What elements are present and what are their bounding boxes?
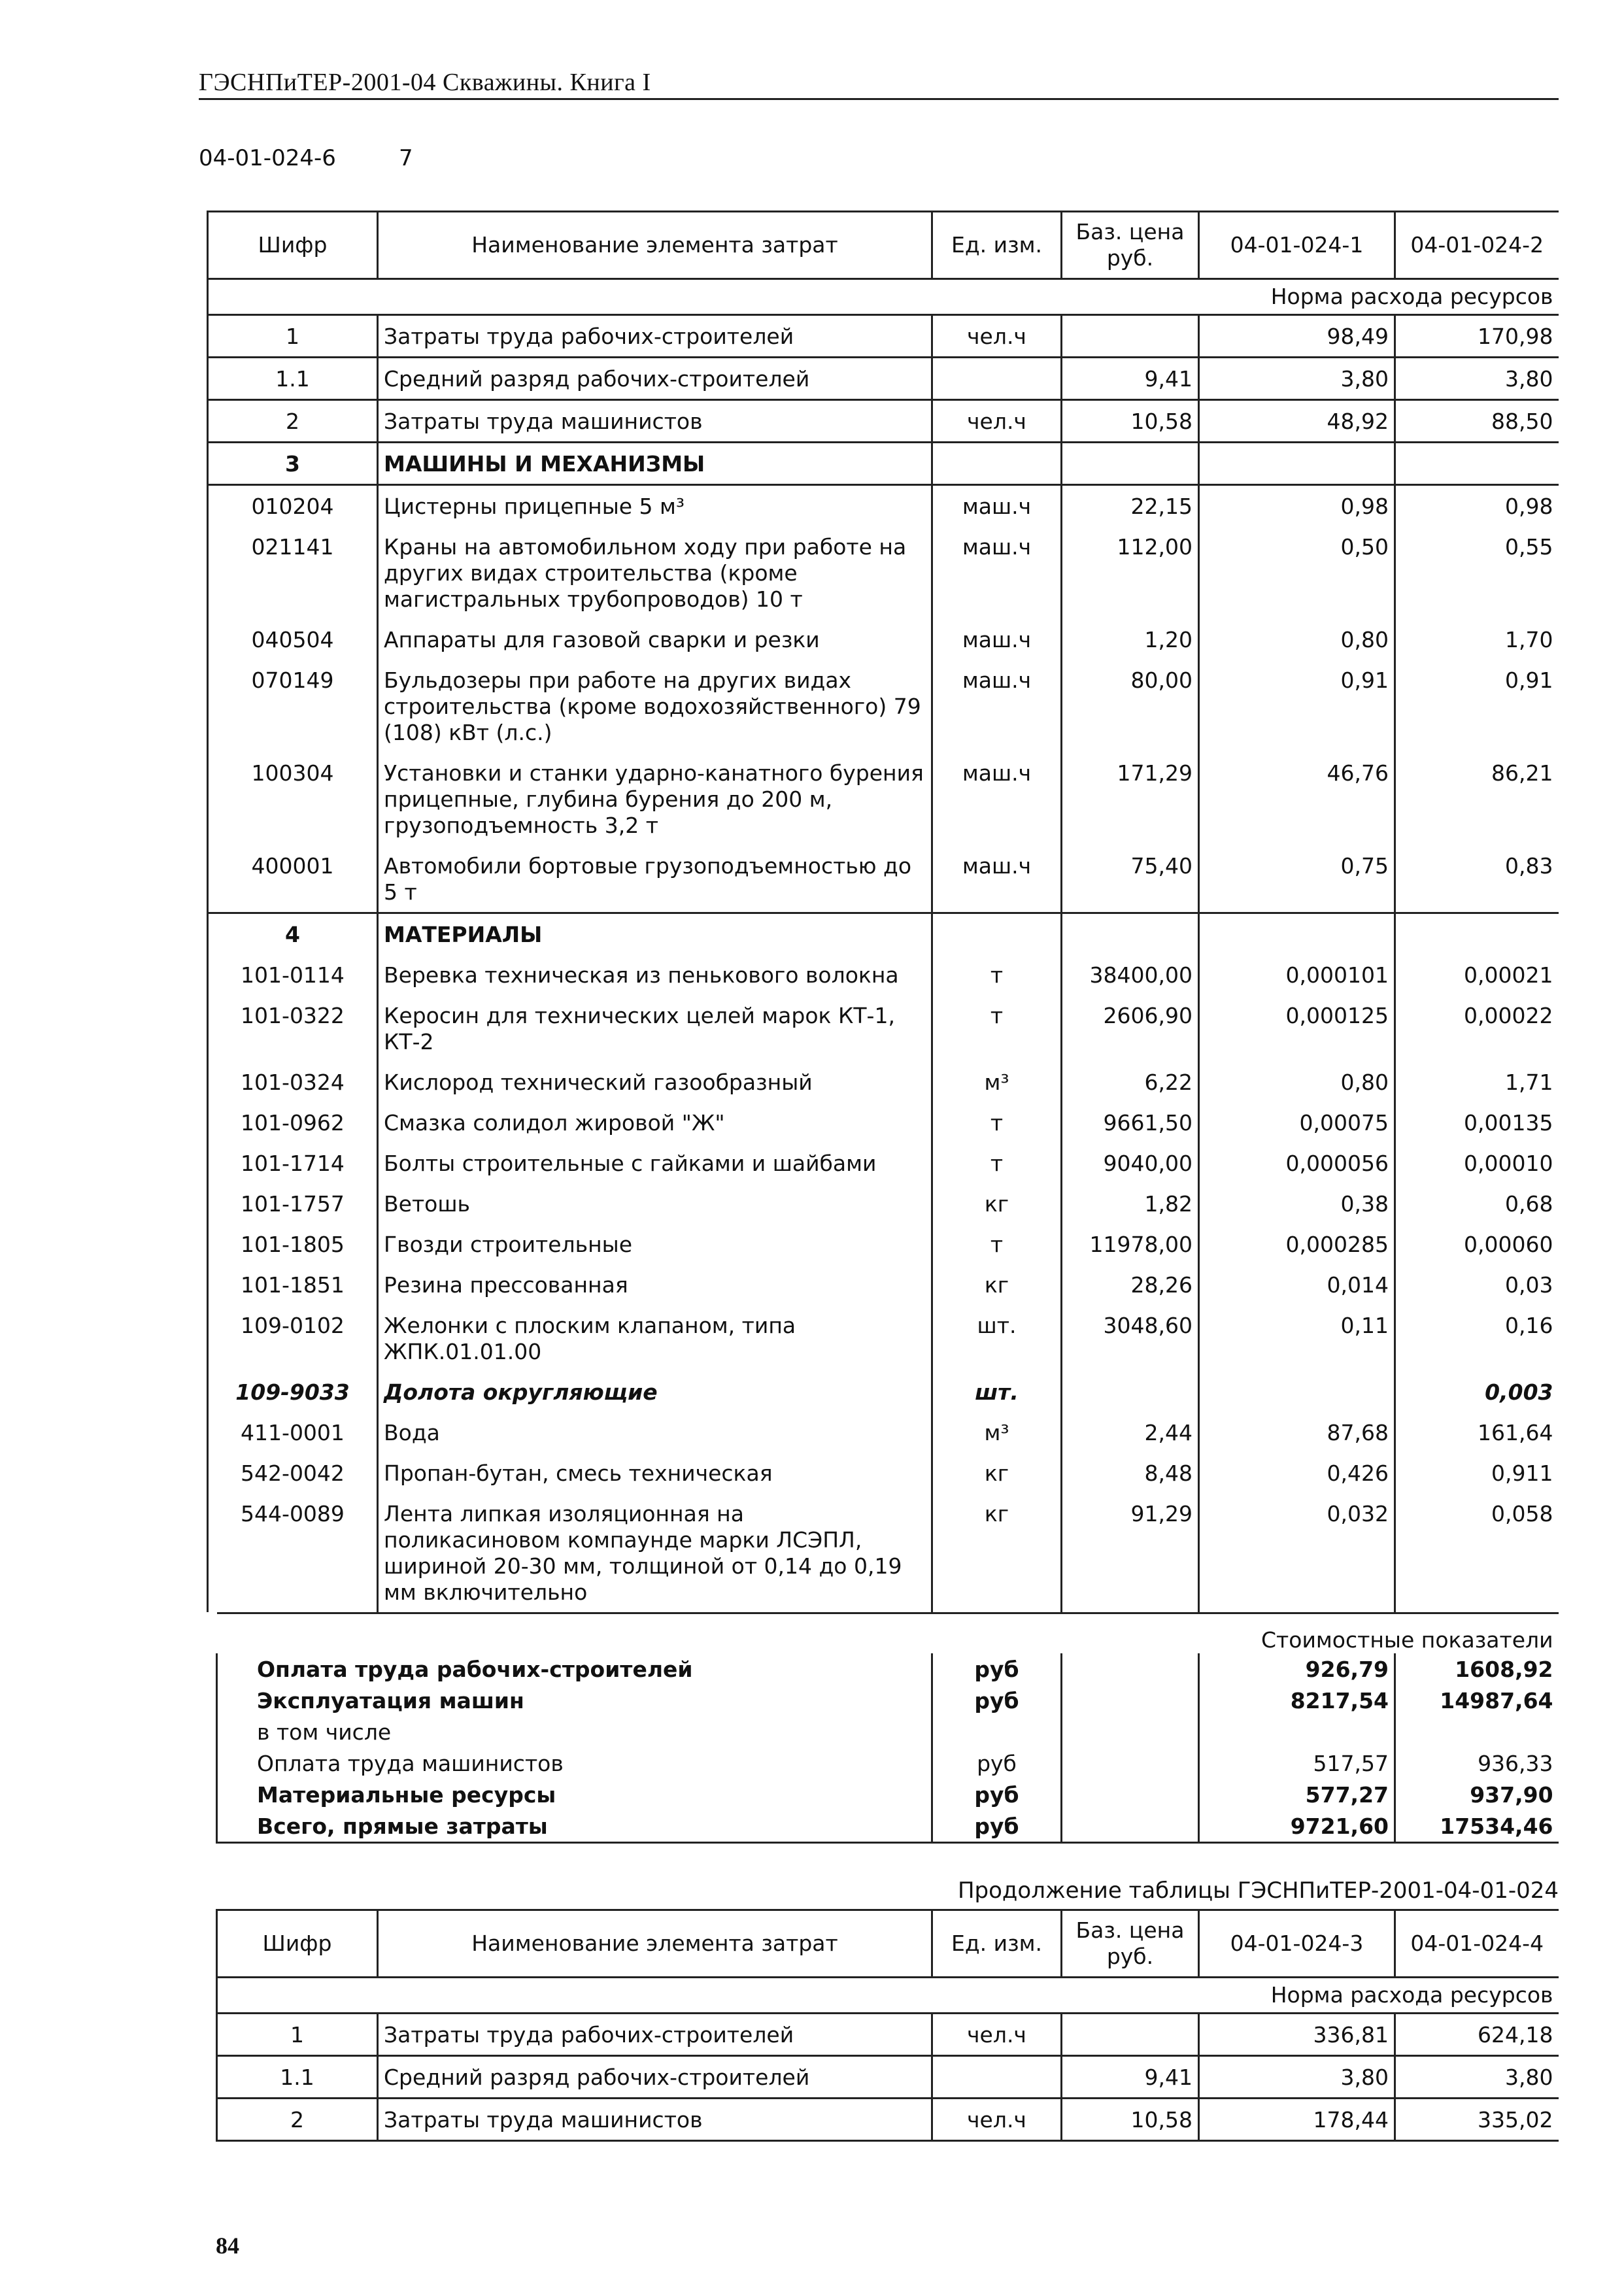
- row-code: 101-0324: [208, 1062, 378, 1102]
- col-header-unit: Ед. изм.: [932, 212, 1062, 279]
- table-row: [208, 845, 1559, 913]
- cost-name: Эксплуатация машин: [217, 1685, 932, 1716]
- row-norm-2: 624,18: [1478, 2022, 1553, 2048]
- row-norm-1: 3,80: [1199, 358, 1395, 400]
- row-unit: т: [932, 1143, 1062, 1183]
- row-norm-1: 178,44: [1199, 2099, 1395, 2141]
- resource-table: [207, 211, 1559, 1612]
- table-row: [208, 400, 1559, 443]
- row-price: 112,00: [1062, 526, 1199, 619]
- row-code: 4: [208, 913, 378, 955]
- row-code: 109-0102: [208, 1305, 378, 1372]
- row-name: Вода: [378, 1412, 932, 1453]
- row-norm-2: 335,02: [1395, 2099, 1559, 2141]
- table-row: [208, 995, 1559, 1062]
- row-code: 2: [208, 400, 378, 443]
- col-header-price: Баз. цена руб.: [1062, 212, 1199, 279]
- cost-name: Материальные ресурсы: [217, 1779, 932, 1810]
- row-norm-2: 0,55: [1505, 534, 1553, 560]
- row-price: 28,26: [1062, 1264, 1199, 1305]
- row-code: 101-0962: [208, 1102, 378, 1143]
- row-norm-1: 46,76: [1199, 752, 1395, 845]
- row-name: Смазка солидол жировой "Ж": [378, 1102, 932, 1143]
- row-norm-2: 0,68: [1505, 1191, 1553, 1217]
- row-unit: маш.ч: [932, 619, 1062, 660]
- row-unit: м³: [932, 1412, 1062, 1453]
- continuation-caption: Продолжение таблицы ГЭСНПиТЕР-2001-04-01-024: [957, 1878, 1559, 1904]
- row-norm-1: 0,91: [1199, 660, 1395, 752]
- row-code: 1.1: [217, 2056, 378, 2099]
- row-code: 101-0114: [208, 954, 378, 995]
- row-norm-2: 0,16: [1505, 1313, 1553, 1338]
- row-norm-2: 0,00135: [1464, 1110, 1553, 1136]
- table-row: [217, 2099, 1559, 2141]
- row-code: 109-9033: [208, 1372, 378, 1412]
- row-norm-2: 0,83: [1505, 853, 1553, 879]
- row-code: 101-1757: [208, 1183, 378, 1224]
- row-unit: маш.ч: [932, 526, 1062, 619]
- cost-value-2: 937,90: [1470, 1782, 1553, 1808]
- table-row: [208, 1453, 1559, 1493]
- row-code: 070149: [208, 660, 378, 752]
- table-row: [208, 443, 1559, 485]
- row-name: Веревка техническая из пенькового волокна: [378, 954, 932, 995]
- row-norm-2: 1,71: [1505, 1070, 1553, 1095]
- row-price: [1062, 315, 1199, 358]
- col-header-unit: Ед. изм.: [932, 1910, 1062, 1978]
- row-code: 101-0322: [208, 995, 378, 1062]
- row-name: Керосин для технических целей марок КТ-1, КТ-2: [378, 995, 932, 1062]
- row-norm-2: [1395, 443, 1559, 485]
- table-row: [217, 2014, 1559, 2056]
- cost-value-1: 9721,60: [1199, 1810, 1395, 1843]
- cost-value-1: 926,79: [1199, 1653, 1395, 1685]
- table-row: [208, 1372, 1559, 1412]
- cost-value-1: 517,57: [1199, 1747, 1395, 1779]
- cost-row: [217, 1716, 1559, 1747]
- row-unit: маш.ч: [932, 845, 1062, 913]
- cost-empty: [1062, 1716, 1199, 1747]
- row-norm-1: 3,80: [1199, 2056, 1395, 2099]
- row-norm-2: 3,80: [1395, 2056, 1559, 2099]
- table-row: [208, 1183, 1559, 1224]
- row-norm-1: 0,38: [1199, 1183, 1395, 1224]
- row-code: 040504: [208, 619, 378, 660]
- row-price: 10,58: [1062, 400, 1199, 443]
- row-unit: кг: [932, 1493, 1062, 1612]
- cost-value-2: 14987,64: [1440, 1688, 1553, 1713]
- row-unit: т: [932, 954, 1062, 995]
- row-price: 9661,50: [1062, 1102, 1199, 1143]
- table-row: [208, 1143, 1559, 1183]
- row-code: 100304: [208, 752, 378, 845]
- cost-unit: [932, 1716, 1062, 1747]
- cost-row: [217, 1653, 1559, 1685]
- row-price: 11978,00: [1062, 1224, 1199, 1264]
- row-norm-2: 170,98: [1478, 324, 1553, 349]
- row-unit: чел.ч: [932, 315, 1062, 358]
- row-price: 171,29: [1062, 752, 1199, 845]
- row-code: 101-1714: [208, 1143, 378, 1183]
- row-name: Затраты труда рабочих-строителей: [378, 315, 932, 358]
- row-price: 75,40: [1062, 845, 1199, 913]
- row-norm-1: 0,000101: [1199, 954, 1395, 995]
- row-name: Кислород технический газообразный: [378, 1062, 932, 1102]
- row-norm-2: 1,70: [1505, 627, 1553, 652]
- row-unit: чел.ч: [932, 2014, 1062, 2056]
- row-name: Резина прессованная: [378, 1264, 932, 1305]
- document-title: ГЭСНПиТЕР-2001-04 Скважины. Книга I: [199, 69, 651, 96]
- cost-row: [217, 1685, 1559, 1716]
- col-header-norm-2: 04-01-024-2: [1395, 212, 1559, 279]
- row-norm-1: [1199, 1372, 1395, 1412]
- cost-name: Оплата труда рабочих-строителей: [217, 1653, 932, 1685]
- cost-value-1: 577,27: [1199, 1779, 1395, 1810]
- row-unit: [932, 913, 1062, 955]
- row-unit: т: [932, 995, 1062, 1062]
- cost-row: [217, 1779, 1559, 1810]
- row-code: 1: [208, 315, 378, 358]
- row-name: Затраты труда машинистов: [378, 400, 932, 443]
- table-row: [208, 315, 1559, 358]
- row-norm-2: 0,91: [1505, 667, 1553, 693]
- row-price: [1062, 1372, 1199, 1412]
- row-norm-2: 0,058: [1491, 1501, 1553, 1527]
- row-norm-2: 161,64: [1478, 1420, 1553, 1445]
- row-price: 1,82: [1062, 1183, 1199, 1224]
- row-unit: т: [932, 1224, 1062, 1264]
- table-row: [208, 1264, 1559, 1305]
- cost-unit: руб: [932, 1779, 1062, 1810]
- row-unit: [932, 2056, 1062, 2099]
- norm-label: Норма расхода ресурсов: [208, 279, 1559, 315]
- row-norm-1: 48,92: [1199, 400, 1395, 443]
- row-unit: шт.: [932, 1372, 1062, 1412]
- row-name: Бульдозеры при работе на других видах строительства (кроме водохозяйственного) 79 (108) кВт (л.с.): [378, 660, 932, 752]
- row-price: 91,29: [1062, 1493, 1199, 1612]
- cost-value-2: [1395, 1716, 1559, 1747]
- table-row: [217, 2056, 1559, 2099]
- row-name: Ветошь: [378, 1183, 932, 1224]
- row-name: Средний разряд рабочих-строителей: [378, 358, 932, 400]
- row-norm-1: 0,032: [1199, 1493, 1395, 1612]
- row-norm-2: 0,911: [1491, 1460, 1553, 1486]
- row-name: Желонки с плоским клапаном, типа ЖПК.01.01.00: [378, 1305, 932, 1372]
- row-unit: кг: [932, 1453, 1062, 1493]
- cost-row: [217, 1747, 1559, 1779]
- row-norm-1: [1199, 913, 1395, 955]
- page-number: 84: [216, 2233, 239, 2259]
- cost-table: [216, 1612, 1559, 1844]
- row-unit: чел.ч: [932, 2099, 1062, 2141]
- row-price: 10,58: [1062, 2099, 1199, 2141]
- row-unit: маш.ч: [932, 485, 1062, 527]
- row-price: 9040,00: [1062, 1143, 1199, 1183]
- norm-label: Норма расхода ресурсов: [217, 1978, 1559, 2014]
- row-price: 9,41: [1062, 2056, 1199, 2099]
- row-name: МАТЕРИАЛЫ: [378, 913, 932, 955]
- cost-empty: [1062, 1747, 1199, 1779]
- row-norm-1: 0,80: [1199, 1062, 1395, 1102]
- row-price: 8,48: [1062, 1453, 1199, 1493]
- cost-name: Оплата труда машинистов: [217, 1747, 932, 1779]
- row-norm-1: 0,50: [1199, 526, 1395, 619]
- row-norm-1: 0,000125: [1199, 995, 1395, 1062]
- cost-value-1: 8217,54: [1199, 1685, 1395, 1716]
- cost-unit: руб: [932, 1747, 1062, 1779]
- row-code: 010204: [208, 485, 378, 527]
- section-number: 7: [399, 145, 413, 171]
- row-norm-2: 0,003: [1485, 1379, 1553, 1405]
- row-code: 544-0089: [208, 1493, 378, 1612]
- row-norm-2: 0,98: [1505, 494, 1553, 519]
- table-row: [208, 358, 1559, 400]
- row-code: 2: [217, 2099, 378, 2141]
- table-row: [208, 752, 1559, 845]
- table-row: [208, 619, 1559, 660]
- cost-value-1: [1199, 1716, 1395, 1747]
- row-norm-2: 88,50: [1395, 400, 1559, 443]
- cost-label: Стоимостные показатели: [217, 1613, 1559, 1654]
- continuation-table: [216, 1909, 1559, 2142]
- table-row: [208, 526, 1559, 619]
- row-norm-2: 0,00022: [1464, 1003, 1553, 1028]
- row-name: Цистерны прицепные 5 м³: [378, 485, 932, 527]
- row-code: 3: [208, 443, 378, 485]
- col-header-norm-1: 04-01-024-1: [1199, 212, 1395, 279]
- row-norm-1: [1199, 443, 1395, 485]
- cost-value-2: 1608,92: [1455, 1657, 1553, 1682]
- row-unit: шт.: [932, 1305, 1062, 1372]
- row-unit: т: [932, 1102, 1062, 1143]
- row-price: 22,15: [1062, 485, 1199, 527]
- cost-value-2: 936,33: [1478, 1751, 1553, 1776]
- row-name: Затраты труда машинистов: [378, 2099, 932, 2141]
- table-row: [208, 1102, 1559, 1143]
- cost-unit: руб: [932, 1810, 1062, 1843]
- cost-value-2: 17534,46: [1395, 1810, 1559, 1843]
- cost-empty: [1062, 1810, 1199, 1843]
- cost-name: в том числе: [217, 1716, 932, 1747]
- row-name: Установки и станки ударно-канатного бурения прицепные, глубина бурения до 200 м, грузоподъемность 3,2 т: [378, 752, 932, 845]
- table-row: [208, 1305, 1559, 1372]
- row-unit: маш.ч: [932, 660, 1062, 752]
- cost-empty: [1062, 1685, 1199, 1716]
- cost-unit: руб: [932, 1685, 1062, 1716]
- col-header-price: Баз. цена руб.: [1062, 1910, 1199, 1978]
- row-price: [1062, 443, 1199, 485]
- cost-name: Всего, прямые затраты: [217, 1810, 932, 1843]
- row-price: 2,44: [1062, 1412, 1199, 1453]
- section-code: 04-01-024-6: [199, 145, 336, 171]
- row-norm-1: 98,49: [1199, 315, 1395, 358]
- row-code: 411-0001: [208, 1412, 378, 1453]
- col-header-norm-3: 04-01-024-3: [1199, 1910, 1395, 1978]
- row-code: 1: [217, 2014, 378, 2056]
- col-header-name: Наименование элемента затрат: [378, 1910, 932, 1978]
- table-row: [208, 1224, 1559, 1264]
- row-name: Лента липкая изоляционная на поликасиновом компаунде марки ЛСЭПЛ, шириной 20-30 мм, толщиной от 0,14 до 0,19 мм включительно: [378, 1493, 932, 1612]
- row-price: 6,22: [1062, 1062, 1199, 1102]
- row-price: [1062, 913, 1199, 955]
- row-code: 101-1851: [208, 1264, 378, 1305]
- row-unit: кг: [932, 1183, 1062, 1224]
- row-norm-1: 0,000285: [1199, 1224, 1395, 1264]
- row-norm-1: 0,426: [1199, 1453, 1395, 1493]
- cost-unit: руб: [932, 1653, 1062, 1685]
- row-norm-1: 0,11: [1199, 1305, 1395, 1372]
- row-norm-2: 0,00010: [1464, 1151, 1553, 1176]
- table-row: [208, 954, 1559, 995]
- row-name: МАШИНЫ И МЕХАНИЗМЫ: [378, 443, 932, 485]
- row-price: 38400,00: [1062, 954, 1199, 995]
- row-unit: [932, 443, 1062, 485]
- row-name: Пропан-бутан, смесь техническая: [378, 1453, 932, 1493]
- table-row: [208, 913, 1559, 955]
- row-norm-1: 336,81: [1199, 2014, 1395, 2056]
- col-header-code: Шифр: [208, 212, 378, 279]
- cost-empty: [1062, 1779, 1199, 1810]
- row-code: 1.1: [208, 358, 378, 400]
- row-norm-2: 3,80: [1395, 358, 1559, 400]
- table-row: [208, 485, 1559, 527]
- row-unit: чел.ч: [932, 400, 1062, 443]
- row-code: 021141: [208, 526, 378, 619]
- table-row: [208, 660, 1559, 752]
- row-norm-1: 0,00075: [1199, 1102, 1395, 1143]
- row-norm-2: 0,00060: [1464, 1232, 1553, 1257]
- header-rule: [199, 98, 1559, 100]
- col-header-norm-4: 04-01-024-4: [1395, 1910, 1559, 1978]
- row-code: 400001: [208, 845, 378, 913]
- row-name: Болты строительные с гайками и шайбами: [378, 1143, 932, 1183]
- table-row: [208, 1412, 1559, 1453]
- row-code: 542-0042: [208, 1453, 378, 1493]
- row-norm-1: 0,014: [1199, 1264, 1395, 1305]
- row-name: Средний разряд рабочих-строителей: [378, 2056, 932, 2099]
- row-name: Краны на автомобильном ходу при работе на других видах строительства (кроме магистральных трубопроводов) 10 т: [378, 526, 932, 619]
- row-norm-1: 87,68: [1199, 1412, 1395, 1453]
- row-code: 101-1805: [208, 1224, 378, 1264]
- col-header-code: Шифр: [217, 1910, 378, 1978]
- row-norm-2: 0,00021: [1464, 962, 1553, 988]
- row-price: 80,00: [1062, 660, 1199, 752]
- row-name: Автомобили бортовые грузоподъемностью до 5 т: [378, 845, 932, 913]
- row-unit: [932, 358, 1062, 400]
- row-price: 2606,90: [1062, 995, 1199, 1062]
- row-name: Аппараты для газовой сварки и резки: [378, 619, 932, 660]
- row-norm-1: 0,80: [1199, 619, 1395, 660]
- row-norm-1: 0,000056: [1199, 1143, 1395, 1183]
- row-norm-2: 0,03: [1505, 1272, 1553, 1298]
- row-norm-1: 0,98: [1199, 485, 1395, 527]
- row-name: Гвозди строительные: [378, 1224, 932, 1264]
- table-row: [208, 1062, 1559, 1102]
- row-norm-2: [1395, 913, 1559, 955]
- row-unit: м³: [932, 1062, 1062, 1102]
- row-name: Затраты труда рабочих-строителей: [378, 2014, 932, 2056]
- row-unit: маш.ч: [932, 752, 1062, 845]
- row-price: 1,20: [1062, 619, 1199, 660]
- row-name: Долота округляющие: [378, 1372, 932, 1412]
- row-price: 3048,60: [1062, 1305, 1199, 1372]
- row-norm-2: 86,21: [1491, 760, 1553, 786]
- table-row: [208, 1493, 1559, 1612]
- row-price: 9,41: [1062, 358, 1199, 400]
- row-unit: кг: [932, 1264, 1062, 1305]
- row-price: [1062, 2014, 1199, 2056]
- col-header-name: Наименование элемента затрат: [378, 212, 932, 279]
- cost-row: [217, 1810, 1559, 1843]
- cost-empty: [1062, 1653, 1199, 1685]
- row-norm-1: 0,75: [1199, 845, 1395, 913]
